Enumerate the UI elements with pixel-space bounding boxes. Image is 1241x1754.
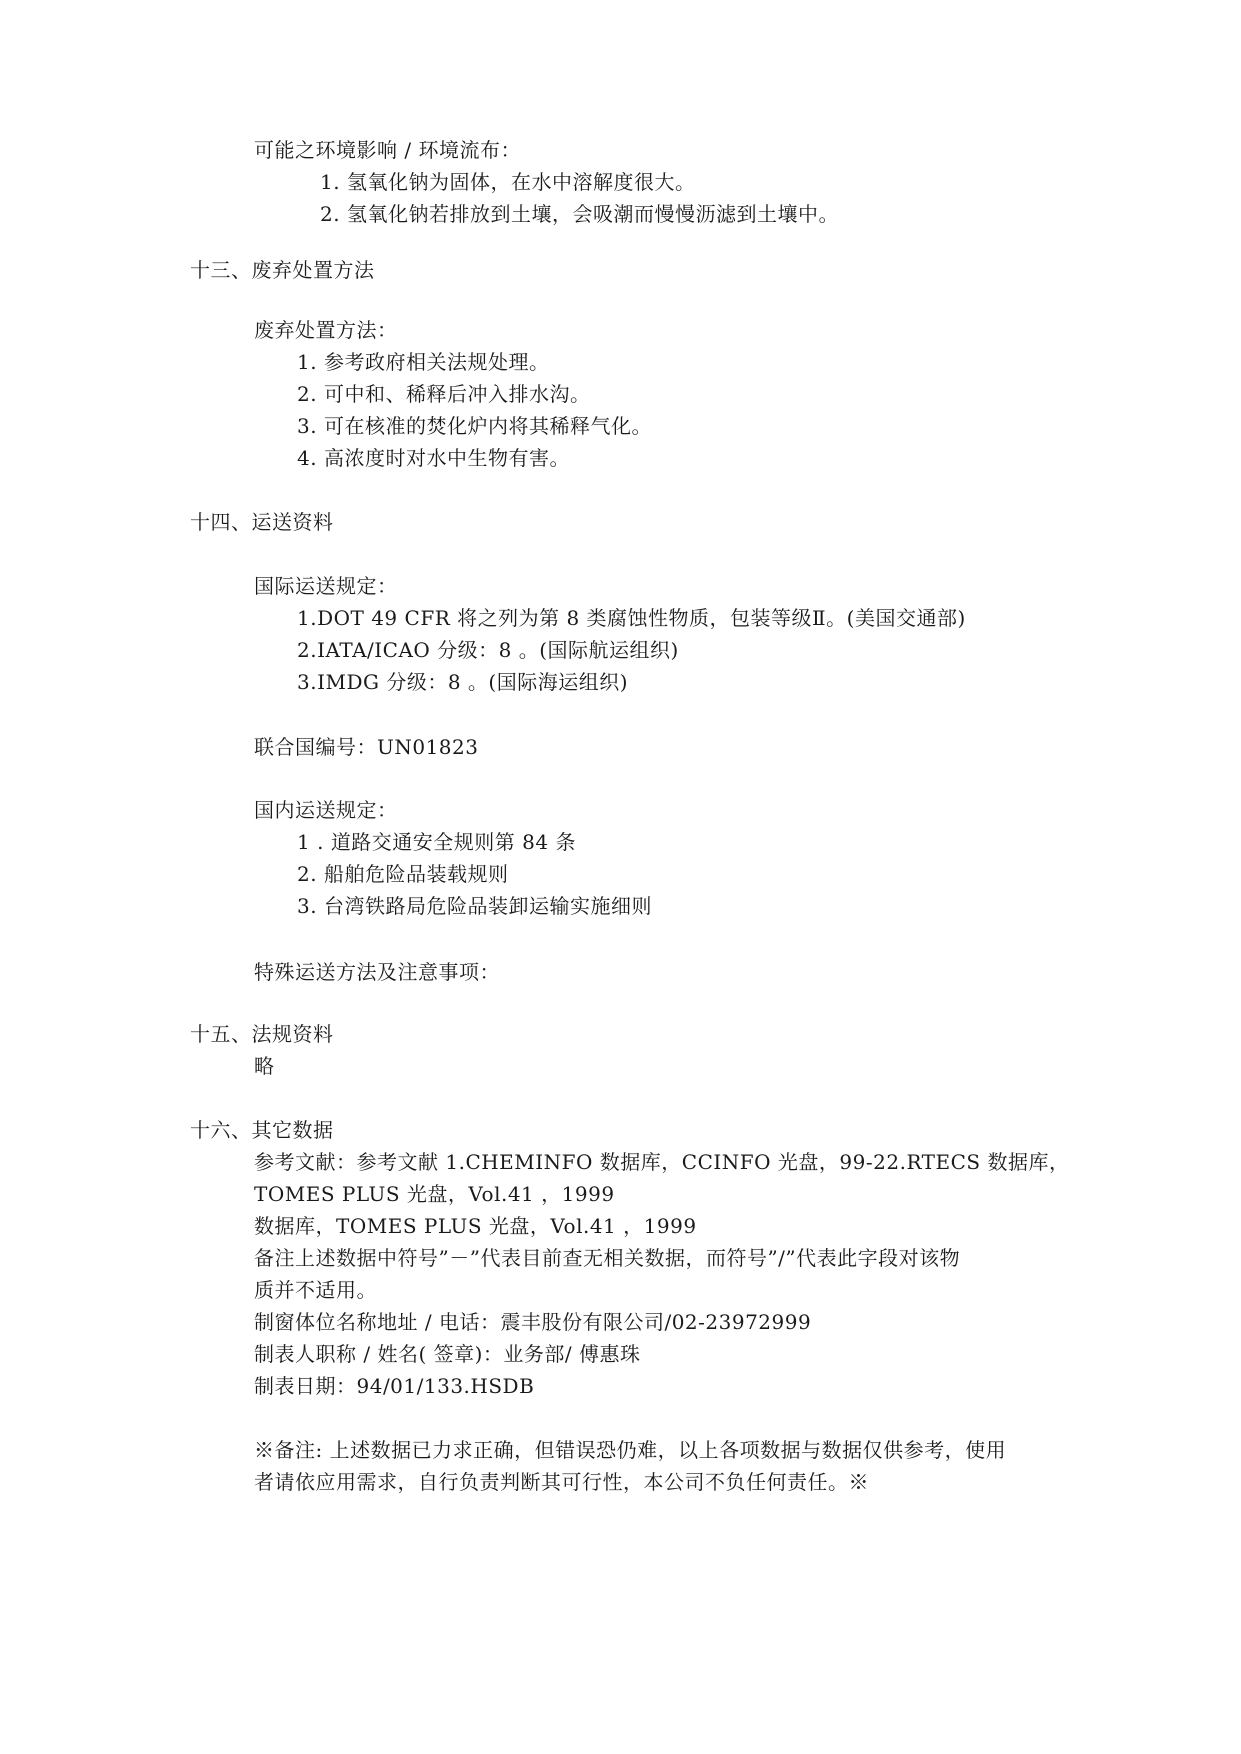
text-line: TOMES PLUS 光盘，Vol.41 ，1999 — [254, 1182, 615, 1206]
un-number: 联合国编号：UN01823 — [254, 735, 479, 759]
list-number: 4. — [297, 446, 318, 470]
list-item: 2.IATA/ICAO 分级：8 。(国际航运组织) — [297, 638, 679, 662]
text-line: 数据库，TOMES PLUS 光盘，Vol.41 ，1999 — [254, 1214, 697, 1238]
text-line: 制窗体位名称地址 / 电话：震丰股份有限公司/02-23972999 — [254, 1310, 812, 1334]
list-number: 1. — [297, 350, 318, 374]
list-item — [297, 830, 576, 854]
list-number: 2. — [297, 862, 318, 886]
intl-transport-label: 国际运送规定： — [254, 574, 398, 598]
list-item — [320, 170, 695, 194]
list-number: 3. — [297, 414, 318, 438]
list-number: 1 . — [297, 830, 324, 854]
text-line: 制表人职称 / 姓名( 签章)：业务部/ 傅惠珠 — [254, 1342, 641, 1366]
list-number: 3. — [297, 894, 318, 918]
domestic-transport-label: 国内运送规定： — [254, 798, 398, 822]
text-line: 备注上述数据中符号”－”代表目前查无相关数据，而符号”/”代表此字段对该物 — [254, 1246, 961, 1270]
list-text: 氢氧化钠若排放到土壤，会吸潮而慢慢沥滤到土壤中。 — [346, 202, 839, 226]
section-heading: 十四、运送资料 — [190, 510, 334, 534]
list-item — [297, 414, 652, 438]
text-line: 质并不适用。 — [254, 1278, 377, 1302]
special-transport-label: 特殊运送方法及注意事项： — [254, 960, 500, 984]
list-text: 氢氧化钠为固体，在水中溶解度很大。 — [346, 170, 696, 194]
list-item — [297, 382, 590, 406]
list-text: 船舶危险品装载规则 — [323, 862, 509, 886]
list-number: 2. — [320, 202, 341, 226]
disposal-label: 废弃处置方法： — [254, 318, 398, 342]
list-item: 1.DOT 49 CFR 将之列为第 8 类腐蚀性物质，包装等级Ⅱ。(美国交通部) — [297, 606, 966, 630]
section-heading: 十三、废弃处置方法 — [190, 258, 375, 282]
list-item: 3.IMDG 分级：8 。(国际海运组织) — [297, 670, 629, 694]
section-heading: 十六、其它数据 — [190, 1118, 334, 1142]
list-number: 2. — [297, 382, 318, 406]
list-item — [297, 894, 652, 918]
text-line: 参考文献：参考文献 1.CHEMINFO 数据库，CCINFO 光盘，99-22.RTECS 数据库， — [254, 1150, 1070, 1174]
list-text: 可在核准的焚化炉内将其稀释气化。 — [323, 414, 652, 438]
list-item — [297, 446, 570, 470]
list-item — [320, 202, 839, 226]
disclaimer-line: 者请依应用需求，自行负责判断其可行性，本公司不负任何责任。※ — [254, 1470, 869, 1494]
section-body: 略 — [254, 1054, 275, 1078]
list-item — [297, 350, 549, 374]
list-text: 高浓度时对水中生物有害。 — [323, 446, 570, 470]
env-impact-label: 可能之环境影响 / 环境流布： — [254, 138, 521, 162]
list-item — [297, 862, 508, 886]
list-text: 参考政府相关法规处理。 — [323, 350, 550, 374]
list-number: 1. — [320, 170, 341, 194]
list-text: 可中和、稀释后冲入排水沟。 — [323, 382, 591, 406]
list-text: 道路交通安全规则第 84 条 — [330, 830, 576, 854]
section-heading: 十五、法规资料 — [190, 1022, 334, 1046]
list-text: 台湾铁路局危险品装卸运输实施细则 — [323, 894, 652, 918]
text-line: 制表日期：94/01/133.HSDB — [254, 1374, 535, 1398]
disclaimer-line: ※备注: 上述数据已力求正确，但错误恐仍难，以上各项数据与数据仅供参考，使用 — [254, 1438, 1007, 1462]
